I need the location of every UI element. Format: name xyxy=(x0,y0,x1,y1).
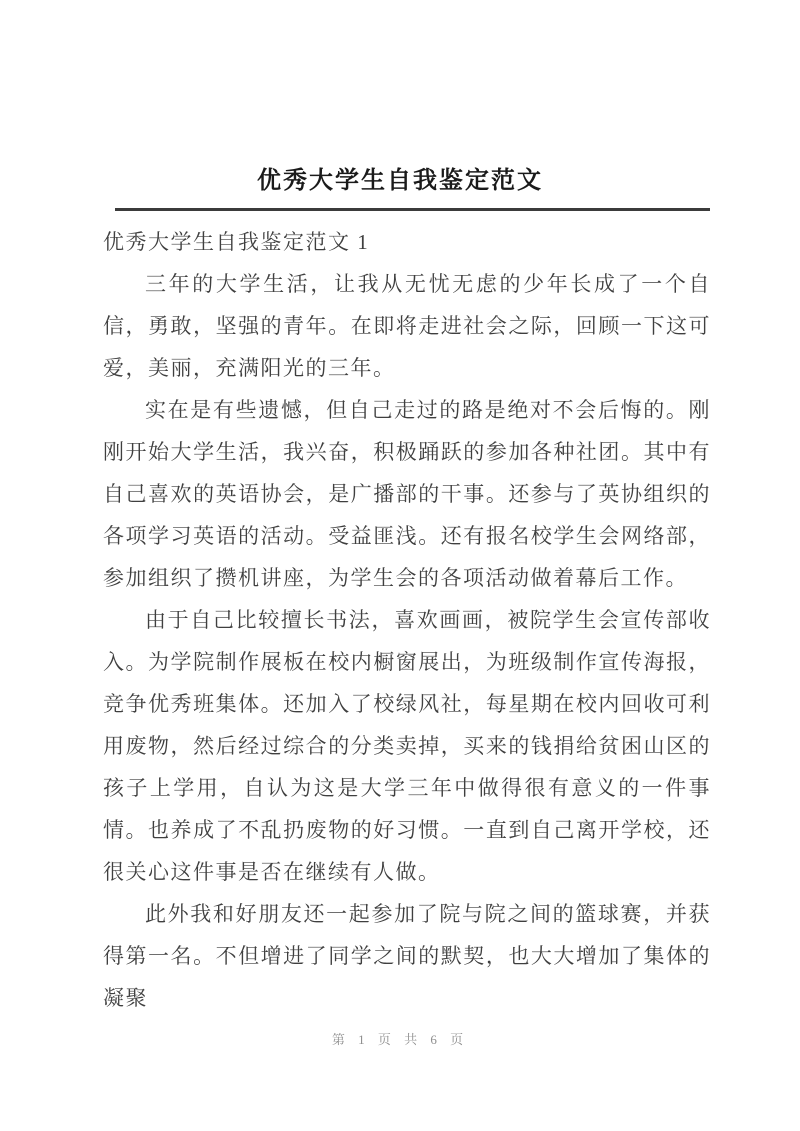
page-footer xyxy=(0,1029,800,1048)
paragraph: 实在是有些遗憾，但自己走过的路是绝对不会后悔的。刚刚开始大学生活，我兴奋，积极踊跃的参加各种社团。其中有自己喜欢的英语协会，是广播部的干事。还参与了英协组织的各项学习英语的活动。受益匪浅。还有报名校学生会网络部，参加组织了攒机讲座，为学生会的各项活动做着幕后工作。 xyxy=(103,398,711,590)
document-title: 优秀大学生自我鉴定范文 xyxy=(257,168,543,194)
paragraph: 三年的大学生活，让我从无忧无虑的少年长成了一个自信，勇敢，坚强的青年。在即将走进社会之际，回顾一下这可爱，美丽，充满阳光的三年。 xyxy=(103,272,711,380)
document-body xyxy=(103,221,711,1019)
paragraph: 由于自己比较擅长书法，喜欢画画，被院学生会宣传部收入。为学院制作展板在校内橱窗展出，为班级制作宣传海报，竞争优秀班集体。还加入了校绿风社，每星期在校内回收可利用废物，然后经过综合的分类卖掉，买来的钱捐给贫困山区的孩子上学用，自认为这是大学三年中做得很有意义的一件事情。也养成了不乱扔废物的好习惯。一直到自己离开学校，还很关心这件事是否在继续有人做。 xyxy=(103,608,711,884)
title-divider-rule xyxy=(115,208,710,211)
paragraph: 此外我和好朋友还一起参加了院与院之间的篮球赛，并获得第一名。不但增进了同学之间的默契，也大大增加了集体的凝聚 xyxy=(103,902,711,1010)
section-heading: 优秀大学生自我鉴定范文 1 xyxy=(103,230,370,254)
page-number-text: 第 1 页 共 6 页 xyxy=(331,1032,469,1047)
